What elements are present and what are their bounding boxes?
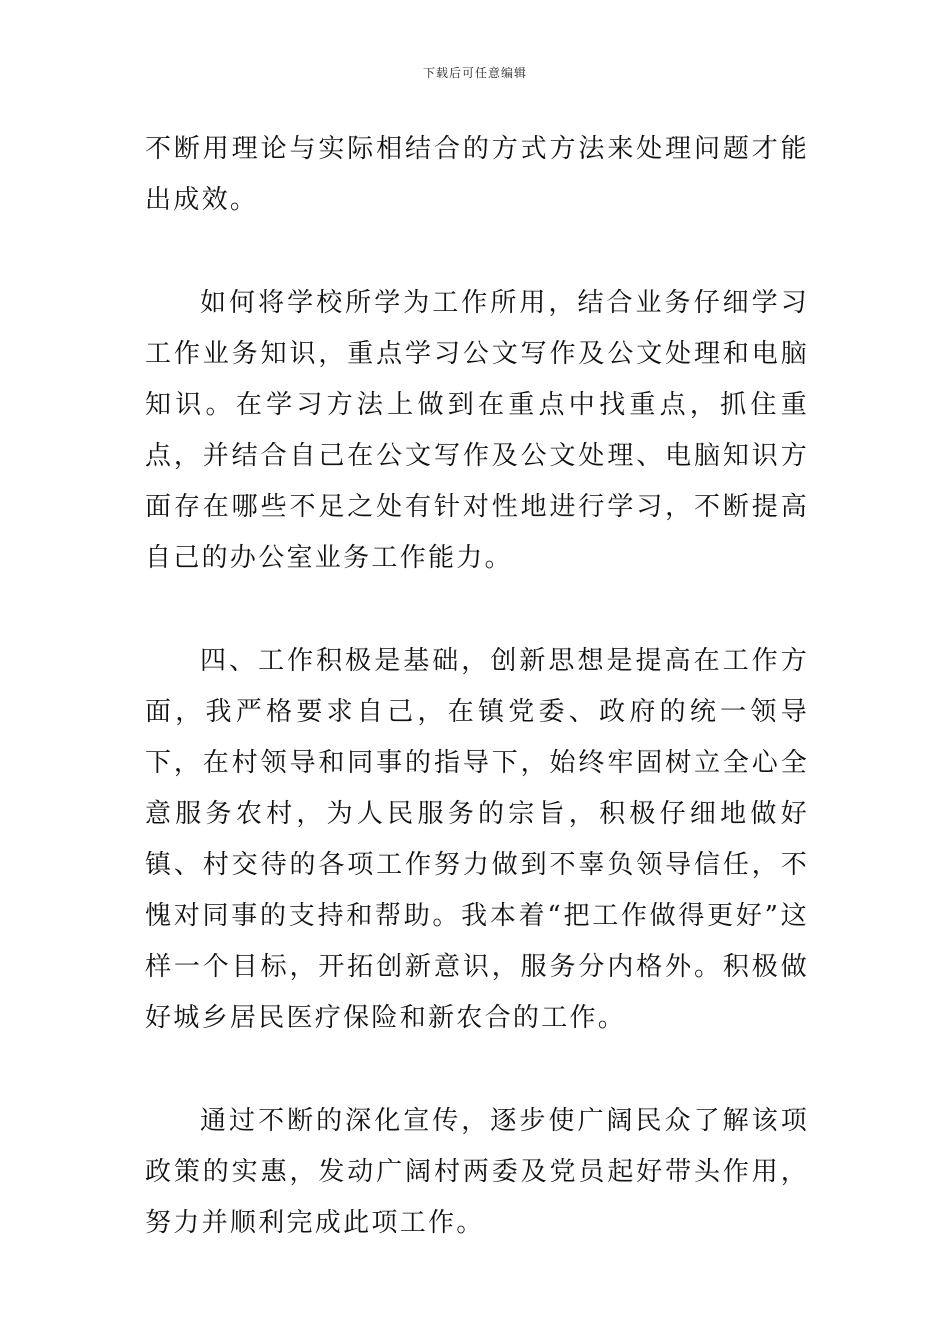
document-body	[145, 124, 809, 1301]
paragraph-continuation: 不断用理论与实际相结合的方式方法来处理问题才能出成效。	[145, 134, 809, 215]
page-header: 下载后可任意编辑	[422, 66, 527, 80]
paragraph-work-attitude: 四、工作积极是基础，创新思想是提高在工作方面，我严格要求自己，在镇党委、政府的统一领导下，在村领导和同事的指导下，始终牢固树立全心全意服务农村，为人民服务的宗旨，积极仔细地做好镇、村交待的各项工作努力做到不辜负领导信任，不愧对同事的支持和帮助。我本着“把工作做得更好”这样一个目标，开拓创新意识，服务分内格外。积极做好城乡居民医疗保险和新农合的工作。	[145, 646, 809, 1033]
paragraph-publicity: 通过不断的深化宣传，逐步使广阔民众了解该项政策的实惠，发动广阔村两委及党员起好带头作用，努力并顺利完成此项工作。	[145, 1106, 809, 1238]
paragraph-study-method: 如何将学校所学为工作所用，结合业务仔细学习工作业务知识，重点学习公文写作及公文处理和电脑知识。在学习方法上做到在重点中找重点，抓住重点，并结合自己在公文写作及公文处理、电脑知识方面存在哪些不足之处有针对性地进行学习，不断提高自己的办公室业务工作能力。	[145, 288, 809, 573]
